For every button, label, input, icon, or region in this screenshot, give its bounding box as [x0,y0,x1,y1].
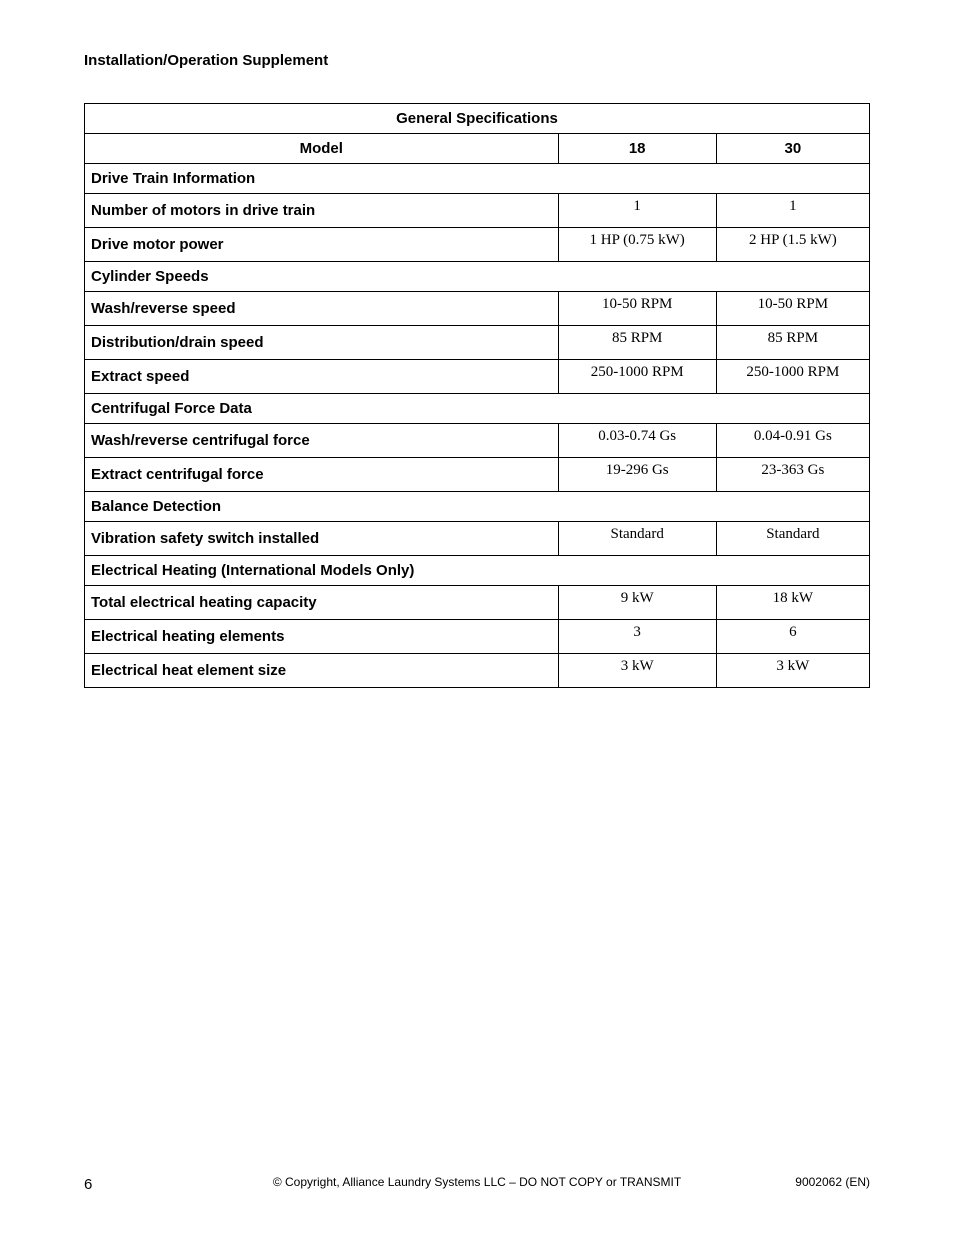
spec-label: Electrical heating elements [85,620,559,654]
spec-value-model-30: 10-50 RPM [716,292,869,326]
page-number: 6 [84,1176,93,1193]
table-row [85,654,870,688]
spec-value-model-30: 85 RPM [716,326,869,360]
table-row [85,360,870,394]
spec-value-model-18: 10-50 RPM [558,292,716,326]
spec-table-body [85,104,870,688]
section-row [85,262,870,292]
section-heading: Electrical Heating (International Models Only) [85,556,870,586]
model-row [85,134,870,164]
table-title-row [85,104,870,134]
spec-value-model-18: 1 HP (0.75 kW) [558,228,716,262]
spec-value-model-30: 2 HP (1.5 kW) [716,228,869,262]
table-row [85,458,870,492]
spec-label: Total electrical heating capacity [85,586,559,620]
section-heading: Balance Detection [85,492,870,522]
spec-label: Electrical heat element size [85,654,559,688]
document-id: 9002062 (EN) [795,1175,870,1189]
table-row [85,228,870,262]
table-row [85,586,870,620]
copyright-notice: © Copyright, Alliance Laundry Systems LLC – DO NOT COPY or TRANSMIT [272,1175,682,1189]
spec-value-model-30: 18 kW [716,586,869,620]
table-row [85,292,870,326]
spec-label: Extract speed [85,360,559,394]
table-row [85,424,870,458]
spec-value-model-18: 3 kW [558,654,716,688]
section-heading: Centrifugal Force Data [85,394,870,424]
spec-value-model-18: 1 [558,194,716,228]
spec-value-model-18: Standard [558,522,716,556]
spec-value-model-18: 19-296 Gs [558,458,716,492]
spec-value-model-18: 3 [558,620,716,654]
spec-value-model-18: 9 kW [558,586,716,620]
spec-value-model-18: 85 RPM [558,326,716,360]
model-18-header: 18 [558,134,716,164]
table-row [85,620,870,654]
spec-label: Drive motor power [85,228,559,262]
section-row [85,492,870,522]
section-row [85,394,870,424]
spec-value-model-18: 0.03-0.74 Gs [558,424,716,458]
section-row [85,164,870,194]
spec-value-model-18: 250-1000 RPM [558,360,716,394]
spec-label: Wash/reverse centrifugal force [85,424,559,458]
spec-label: Vibration safety switch installed [85,522,559,556]
model-30-header: 30 [716,134,869,164]
model-label: Model [85,134,559,164]
spec-value-model-30: 0.04-0.91 Gs [716,424,869,458]
spec-value-model-30: 250-1000 RPM [716,360,869,394]
spec-label: Wash/reverse speed [85,292,559,326]
general-specifications-table [84,103,870,688]
table-row [85,194,870,228]
page-header-title: Installation/Operation Supplement [84,52,329,69]
spec-value-model-30: 23-363 Gs [716,458,869,492]
spec-value-model-30: Standard [716,522,869,556]
spec-value-model-30: 6 [716,620,869,654]
section-heading: Drive Train Information [85,164,870,194]
section-row [85,556,870,586]
spec-value-model-30: 1 [716,194,869,228]
spec-value-model-30: 3 kW [716,654,869,688]
table-title: General Specifications [85,104,870,134]
table-row [85,326,870,360]
section-heading: Cylinder Speeds [85,262,870,292]
spec-label: Extract centrifugal force [85,458,559,492]
spec-label: Number of motors in drive train [85,194,559,228]
page-footer [84,1174,870,1194]
table-row [85,522,870,556]
spec-label: Distribution/drain speed [85,326,559,360]
